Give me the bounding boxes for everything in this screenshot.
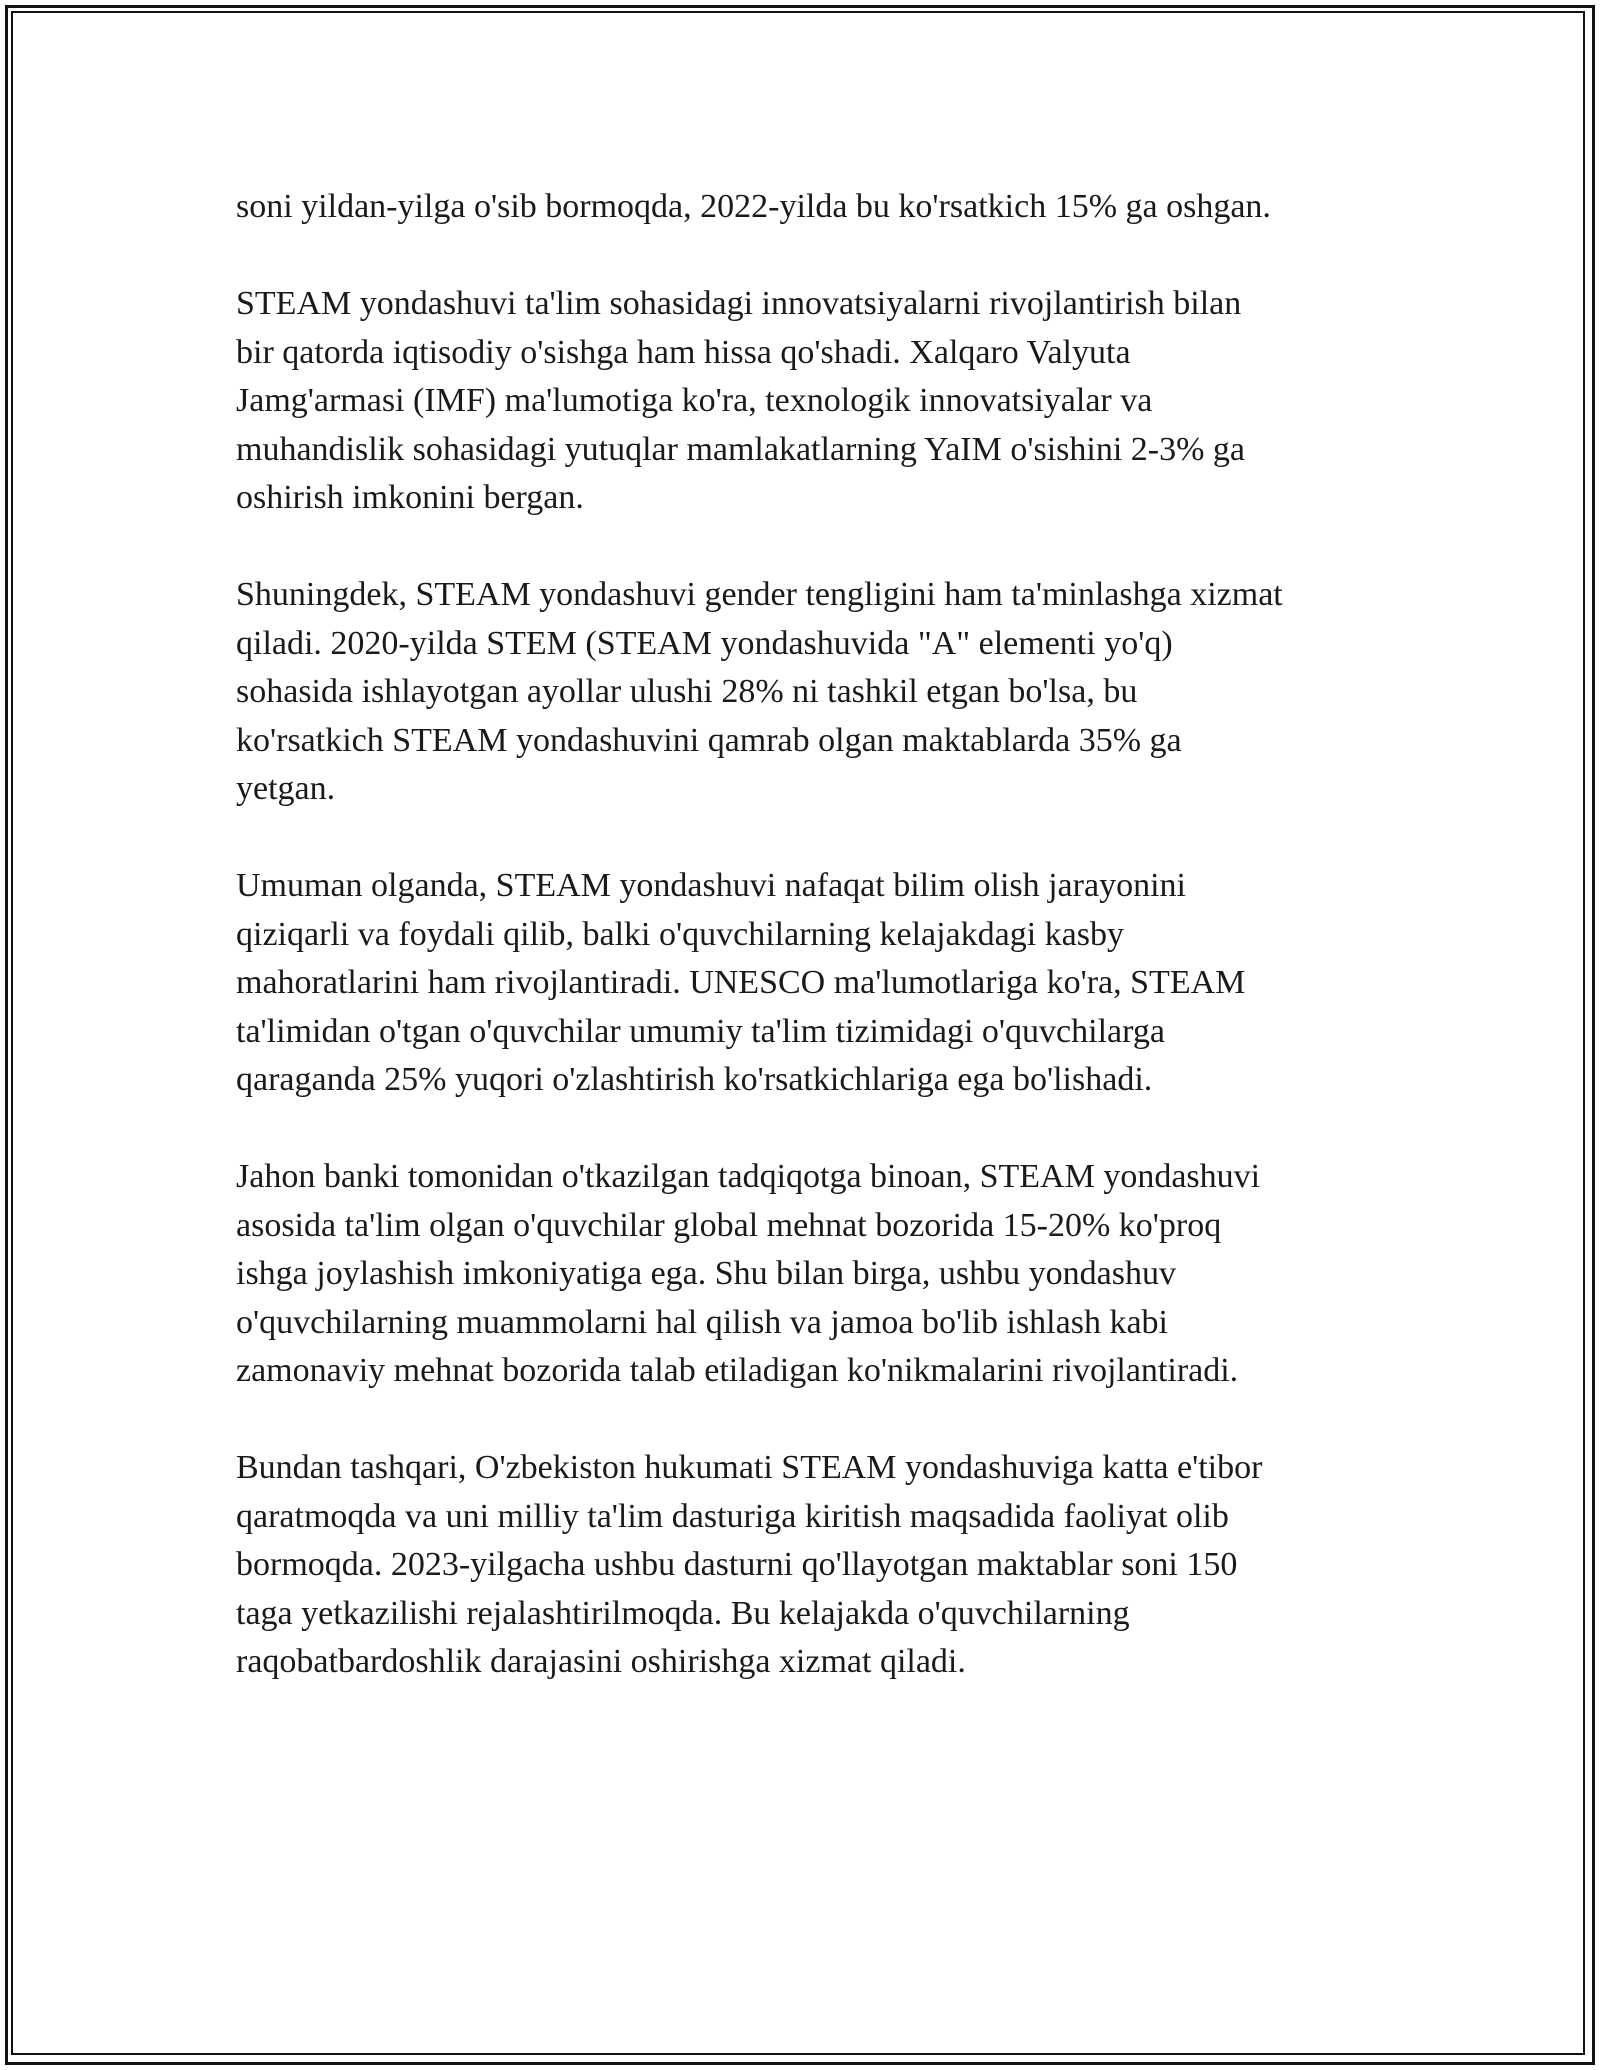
- paragraph-2: STEAM yondashuvi ta'lim sohasidagi innovatsiyalarni rivojlantirish bilan bir qatorda iqtisodiy o'sishga ham hissa qo'shadi. Xalqaro Valyuta Jamg'armasi (IMF) ma'lumotiga ko'ra, texnologik innovatsiyalar va muhandislik sohasidagi yutuqlar mamlakatlarning YaIM o'sishini 2-3% ga oshirish imkonini bergan.: [236, 285, 1246, 516]
- paragraph-4: Umuman olganda, STEAM yondashuvi nafaqat bilim olish jarayonini qiziqarli va foydali qilib, balki o'quvchilarning kelajakdagi kasby mahoratlarini ham rivojlantiradi. UNESCO ma'lumotlariga ko'ra, STEAM ta'limidan o'tgan o'quvchilar umumiy ta'lim tizimidagi o'quvchilarga qaraganda 25% yuqori o'zlashtirish ko'rsatkichlariga ega bo'lishadi.: [236, 867, 1246, 1098]
- paragraph-1: soni yildan-yilga o'sib bormoqda, 2022-yilda bu ko'rsatkich 15% ga oshgan.: [236, 188, 1271, 225]
- document-body: [236, 183, 1416, 1735]
- paragraph-3: Shuningdek, STEAM yondashuvi gender tengligini ham ta'minlashga xizmat qiladi. 2020-yilda STEM (STEAM yondashuvida "A" elementi yo'q) sohasida ishlayotgan ayollar ulushi 28% ni tashkil etgan bo'lsa, bu ko'rsatkich STEAM yondashuvini qamrab olgan maktablarda 35% ga yetgan.: [236, 576, 1283, 807]
- paragraph-5: Jahon banki tomonidan o'tkazilgan tadqiqotga binoan, STEAM yondashuvi asosida ta'lim olgan o'quvchilar global mehnat bozorida 15-20% ko'proq ishga joylashish imkoniyatiga ega. Shu bilan birga, ushbu yondashuv o'quvchilarning muammolarni hal qilish va jamoa bo'lib ishlash kabi zamonaviy mehnat bozorida talab etiladigan ko'nikmalarini rivojlantiradi.: [236, 1158, 1261, 1389]
- paragraph-6: Bundan tashqari, O'zbekiston hukumati STEAM yondashuviga katta e'tibor qaratmoqda va uni milliy ta'lim dasturiga kiritish maqsadida faoliyat olib bormoqda. 2023-yilgacha ushbu dasturni qo'llayotgan maktablar soni 150 taga yetkazilishi rejalashtirilmoqda. Bu kelajakda o'quvchilarning raqobatbardoshlik darajasini oshirishga xizmat qiladi.: [236, 1449, 1263, 1680]
